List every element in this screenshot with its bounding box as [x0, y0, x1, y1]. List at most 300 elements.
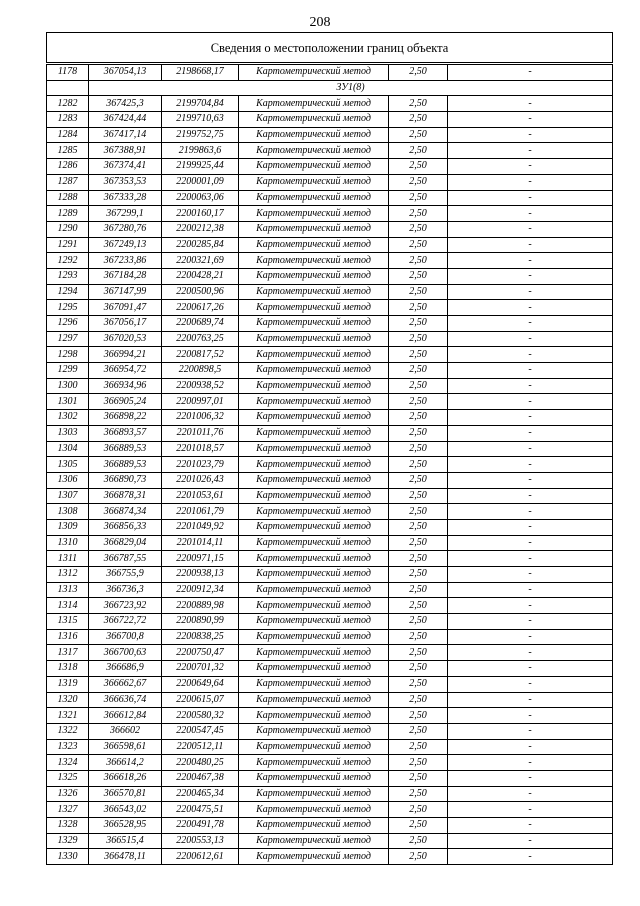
point-number-cell: 1305 [47, 457, 89, 473]
accuracy-cell: 2,50 [389, 849, 448, 865]
method-cell: Картометрический метод [239, 567, 389, 583]
point-number-cell: 1304 [47, 441, 89, 457]
point-number-cell: 1290 [47, 221, 89, 237]
x-coordinate-cell: 367299,1 [89, 206, 162, 222]
y-coordinate-cell: 2200547,45 [162, 723, 239, 739]
table-row [47, 143, 613, 159]
y-coordinate-cell: 2200701,32 [162, 661, 239, 677]
point-number-cell: 1302 [47, 410, 89, 426]
point-number-cell: 1296 [47, 316, 89, 332]
method-cell: Картометрический метод [239, 770, 389, 786]
accuracy-cell: 2,50 [389, 472, 448, 488]
method-cell: Картометрический метод [239, 143, 389, 159]
method-cell: Картометрический метод [239, 692, 389, 708]
accuracy-cell: 2,50 [389, 833, 448, 849]
method-cell: Картометрический метод [239, 488, 389, 504]
table-row [47, 723, 613, 739]
x-coordinate-cell: 367425,3 [89, 96, 162, 112]
y-coordinate-cell: 2199925,44 [162, 159, 239, 175]
description-cell: - [448, 394, 613, 410]
description-cell: - [448, 535, 613, 551]
y-coordinate-cell: 2200480,25 [162, 755, 239, 771]
table-row [47, 645, 613, 661]
method-cell: Картометрический метод [239, 614, 389, 630]
description-cell: - [448, 629, 613, 645]
method-cell: Картометрический метод [239, 206, 389, 222]
table-row [47, 770, 613, 786]
method-cell: Картометрический метод [239, 190, 389, 206]
accuracy-cell: 2,50 [389, 786, 448, 802]
accuracy-cell: 2,50 [389, 112, 448, 128]
accuracy-cell: 2,50 [389, 614, 448, 630]
point-number-cell: 1325 [47, 770, 89, 786]
description-cell: - [448, 786, 613, 802]
method-cell: Картометрический метод [239, 284, 389, 300]
x-coordinate-cell: 367388,91 [89, 143, 162, 159]
description-cell: - [448, 206, 613, 222]
section-row [47, 80, 613, 96]
x-coordinate-cell: 366856,33 [89, 519, 162, 535]
description-cell: - [448, 770, 613, 786]
accuracy-cell: 2,50 [389, 143, 448, 159]
description-cell: - [448, 645, 613, 661]
description-cell: - [448, 519, 613, 535]
point-number-cell: 1313 [47, 582, 89, 598]
method-cell: Картометрический метод [239, 127, 389, 143]
point-number-cell: 1297 [47, 331, 89, 347]
method-cell: Картометрический метод [239, 708, 389, 724]
accuracy-cell: 2,50 [389, 457, 448, 473]
description-cell: - [448, 676, 613, 692]
point-number-cell: 1291 [47, 237, 89, 253]
x-coordinate-cell: 367020,53 [89, 331, 162, 347]
point-number-cell: 1328 [47, 818, 89, 834]
method-cell: Картометрический метод [239, 394, 389, 410]
method-cell: Картометрический метод [239, 519, 389, 535]
method-cell: Картометрический метод [239, 504, 389, 520]
description-cell: - [448, 159, 613, 175]
y-coordinate-cell: 2200971,15 [162, 551, 239, 567]
x-coordinate-cell: 366543,02 [89, 802, 162, 818]
y-coordinate-cell: 2200750,47 [162, 645, 239, 661]
point-number-cell: 1316 [47, 629, 89, 645]
description-cell: - [448, 802, 613, 818]
y-coordinate-cell: 2200689,74 [162, 316, 239, 332]
x-coordinate-cell: 367353,53 [89, 174, 162, 190]
x-coordinate-cell: 366829,04 [89, 535, 162, 551]
y-coordinate-cell: 2201014,11 [162, 535, 239, 551]
x-coordinate-cell: 367184,28 [89, 268, 162, 284]
description-cell: - [448, 410, 613, 426]
method-cell: Картометрический метод [239, 472, 389, 488]
page-number: 208 [309, 15, 331, 30]
description-cell: - [448, 253, 613, 269]
method-cell: Картометрический метод [239, 268, 389, 284]
description-cell: - [448, 174, 613, 190]
table-row [47, 708, 613, 724]
accuracy-cell: 2,50 [389, 504, 448, 520]
x-coordinate-cell: 367056,17 [89, 316, 162, 332]
point-number-cell: 1289 [47, 206, 89, 222]
accuracy-cell: 2,50 [389, 159, 448, 175]
table-row [47, 488, 613, 504]
point-number-cell: 1298 [47, 347, 89, 363]
x-coordinate-cell: 366636,74 [89, 692, 162, 708]
x-coordinate-cell: 366889,53 [89, 457, 162, 473]
y-coordinate-cell: 2201023,79 [162, 457, 239, 473]
x-coordinate-cell: 367280,76 [89, 221, 162, 237]
method-cell: Картометрический метод [239, 253, 389, 269]
point-number-cell: 1299 [47, 363, 89, 379]
description-cell: - [448, 331, 613, 347]
table-row [47, 174, 613, 190]
point-number-cell: 1323 [47, 739, 89, 755]
accuracy-cell: 2,50 [389, 284, 448, 300]
table-row [47, 849, 613, 865]
method-cell: Картометрический метод [239, 112, 389, 128]
y-coordinate-cell: 2201006,32 [162, 410, 239, 426]
x-coordinate-cell: 366528,95 [89, 818, 162, 834]
boundary-coordinates-table [46, 32, 613, 865]
accuracy-cell: 2,50 [389, 425, 448, 441]
accuracy-cell: 2,50 [389, 582, 448, 598]
method-cell: Картометрический метод [239, 64, 389, 81]
method-cell: Картометрический метод [239, 802, 389, 818]
table-row [47, 206, 613, 222]
point-number-cell: 1311 [47, 551, 89, 567]
accuracy-cell: 2,50 [389, 661, 448, 677]
point-number-cell: 1312 [47, 567, 89, 583]
description-cell: - [448, 284, 613, 300]
description-cell: - [448, 300, 613, 316]
description-cell: - [448, 457, 613, 473]
table-row [47, 519, 613, 535]
table-row [47, 268, 613, 284]
method-cell: Картометрический метод [239, 833, 389, 849]
description-cell: - [448, 755, 613, 771]
y-coordinate-cell: 2200938,13 [162, 567, 239, 583]
y-coordinate-cell: 2200612,61 [162, 849, 239, 865]
table-row [47, 159, 613, 175]
description-cell: - [448, 692, 613, 708]
table-header: Сведения о местоположении границ объекта [47, 33, 613, 64]
accuracy-cell: 2,50 [389, 441, 448, 457]
x-coordinate-cell: 367333,28 [89, 190, 162, 206]
y-coordinate-cell: 2200889,98 [162, 598, 239, 614]
description-cell: - [448, 739, 613, 755]
point-number-cell: 1294 [47, 284, 89, 300]
table-row [47, 802, 613, 818]
y-coordinate-cell: 2200912,34 [162, 582, 239, 598]
accuracy-cell: 2,50 [389, 676, 448, 692]
table-row [47, 253, 613, 269]
point-number-cell: 1284 [47, 127, 89, 143]
accuracy-cell: 2,50 [389, 331, 448, 347]
x-coordinate-cell: 366614,2 [89, 755, 162, 771]
description-cell: - [448, 363, 613, 379]
point-number-cell: 1287 [47, 174, 89, 190]
y-coordinate-cell: 2200285,84 [162, 237, 239, 253]
x-coordinate-cell: 366954,72 [89, 363, 162, 379]
point-number-cell: 1322 [47, 723, 89, 739]
accuracy-cell: 2,50 [389, 253, 448, 269]
accuracy-cell: 2,50 [389, 268, 448, 284]
y-coordinate-cell: 2200500,96 [162, 284, 239, 300]
x-coordinate-cell: 367233,86 [89, 253, 162, 269]
y-coordinate-cell: 2200898,5 [162, 363, 239, 379]
table-row [47, 394, 613, 410]
method-cell: Картометрический метод [239, 378, 389, 394]
y-coordinate-cell: 2200475,51 [162, 802, 239, 818]
table-row [47, 629, 613, 645]
accuracy-cell: 2,50 [389, 723, 448, 739]
table-row [47, 676, 613, 692]
point-number-cell: 1295 [47, 300, 89, 316]
method-cell: Картометрический метод [239, 723, 389, 739]
table-row [47, 300, 613, 316]
table-row [47, 96, 613, 112]
x-coordinate-cell: 366700,8 [89, 629, 162, 645]
method-cell: Картометрический метод [239, 739, 389, 755]
point-number-cell: 1318 [47, 661, 89, 677]
accuracy-cell: 2,50 [389, 316, 448, 332]
accuracy-cell: 2,50 [389, 598, 448, 614]
point-number-cell: 1326 [47, 786, 89, 802]
y-coordinate-cell: 2200467,38 [162, 770, 239, 786]
y-coordinate-cell: 2200890,99 [162, 614, 239, 630]
y-coordinate-cell: 2201018,57 [162, 441, 239, 457]
table-row [47, 425, 613, 441]
method-cell: Картометрический метод [239, 363, 389, 379]
x-coordinate-cell: 366890,73 [89, 472, 162, 488]
point-number-cell: 1324 [47, 755, 89, 771]
accuracy-cell: 2,50 [389, 237, 448, 253]
method-cell: Картометрический метод [239, 598, 389, 614]
x-coordinate-cell: 366722,72 [89, 614, 162, 630]
description-cell: - [448, 661, 613, 677]
table-row [47, 504, 613, 520]
table-row [47, 582, 613, 598]
accuracy-cell: 2,50 [389, 802, 448, 818]
point-number-cell: 1301 [47, 394, 89, 410]
point-number-cell: 1293 [47, 268, 89, 284]
description-cell: - [448, 378, 613, 394]
description-cell: - [448, 347, 613, 363]
x-coordinate-cell: 367417,14 [89, 127, 162, 143]
table-row [47, 331, 613, 347]
y-coordinate-cell: 2200763,25 [162, 331, 239, 347]
x-coordinate-cell: 366889,53 [89, 441, 162, 457]
accuracy-cell: 2,50 [389, 535, 448, 551]
accuracy-cell: 2,50 [389, 551, 448, 567]
x-coordinate-cell: 366787,55 [89, 551, 162, 567]
method-cell: Картометрический метод [239, 551, 389, 567]
y-coordinate-cell: 2200321,69 [162, 253, 239, 269]
y-coordinate-cell: 2200617,26 [162, 300, 239, 316]
accuracy-cell: 2,50 [389, 64, 448, 81]
method-cell: Картометрический метод [239, 582, 389, 598]
table-row [47, 551, 613, 567]
y-coordinate-cell: 2200465,34 [162, 786, 239, 802]
method-cell: Картометрический метод [239, 410, 389, 426]
table-row [47, 410, 613, 426]
method-cell: Картометрический метод [239, 300, 389, 316]
table-row [47, 739, 613, 755]
method-cell: Картометрический метод [239, 661, 389, 677]
y-coordinate-cell: 2200001,09 [162, 174, 239, 190]
description-cell: - [448, 567, 613, 583]
table-row [47, 567, 613, 583]
accuracy-cell: 2,50 [389, 739, 448, 755]
y-coordinate-cell: 2200160,17 [162, 206, 239, 222]
accuracy-cell: 2,50 [389, 488, 448, 504]
y-coordinate-cell: 2199752,75 [162, 127, 239, 143]
table-row [47, 284, 613, 300]
method-cell: Картометрический метод [239, 535, 389, 551]
section-blank-cell [47, 80, 89, 96]
y-coordinate-cell: 2200938,52 [162, 378, 239, 394]
description-cell: - [448, 708, 613, 724]
x-coordinate-cell: 366893,57 [89, 425, 162, 441]
table-row [47, 378, 613, 394]
table-row [47, 755, 613, 771]
y-coordinate-cell: 2201053,61 [162, 488, 239, 504]
method-cell: Картометрический метод [239, 786, 389, 802]
description-cell: - [448, 268, 613, 284]
method-cell: Картометрический метод [239, 331, 389, 347]
point-number-cell: 1300 [47, 378, 89, 394]
x-coordinate-cell: 366515,4 [89, 833, 162, 849]
table-row [47, 221, 613, 237]
method-cell: Картометрический метод [239, 755, 389, 771]
description-cell: - [448, 64, 613, 81]
point-number-cell: 1329 [47, 833, 89, 849]
method-cell: Картометрический метод [239, 96, 389, 112]
method-cell: Картометрический метод [239, 425, 389, 441]
accuracy-cell: 2,50 [389, 770, 448, 786]
accuracy-cell: 2,50 [389, 190, 448, 206]
y-coordinate-cell: 2201061,79 [162, 504, 239, 520]
description-cell: - [448, 425, 613, 441]
point-number-cell: 1306 [47, 472, 89, 488]
description-cell: - [448, 472, 613, 488]
table-row [47, 237, 613, 253]
y-coordinate-cell: 2201049,92 [162, 519, 239, 535]
table-row [47, 64, 613, 81]
x-coordinate-cell: 366723,92 [89, 598, 162, 614]
y-coordinate-cell: 2199710,63 [162, 112, 239, 128]
accuracy-cell: 2,50 [389, 378, 448, 394]
point-number-cell: 1307 [47, 488, 89, 504]
y-coordinate-cell: 2200649,64 [162, 676, 239, 692]
accuracy-cell: 2,50 [389, 174, 448, 190]
table-row [47, 457, 613, 473]
accuracy-cell: 2,50 [389, 818, 448, 834]
y-coordinate-cell: 2200212,38 [162, 221, 239, 237]
accuracy-cell: 2,50 [389, 755, 448, 771]
point-number-cell: 1178 [47, 64, 89, 81]
x-coordinate-cell: 366478,11 [89, 849, 162, 865]
table-row [47, 347, 613, 363]
table-row [47, 363, 613, 379]
point-number-cell: 1320 [47, 692, 89, 708]
accuracy-cell: 2,50 [389, 221, 448, 237]
y-coordinate-cell: 2200615,07 [162, 692, 239, 708]
x-coordinate-cell: 366700,63 [89, 645, 162, 661]
description-cell: - [448, 143, 613, 159]
x-coordinate-cell: 366570,81 [89, 786, 162, 802]
accuracy-cell: 2,50 [389, 629, 448, 645]
accuracy-cell: 2,50 [389, 347, 448, 363]
accuracy-cell: 2,50 [389, 410, 448, 426]
method-cell: Картометрический метод [239, 676, 389, 692]
description-cell: - [448, 441, 613, 457]
method-cell: Картометрический метод [239, 347, 389, 363]
accuracy-cell: 2,50 [389, 692, 448, 708]
accuracy-cell: 2,50 [389, 206, 448, 222]
point-number-cell: 1283 [47, 112, 89, 128]
point-number-cell: 1330 [47, 849, 89, 865]
table-row [47, 661, 613, 677]
accuracy-cell: 2,50 [389, 519, 448, 535]
point-number-cell: 1315 [47, 614, 89, 630]
x-coordinate-cell: 367374,41 [89, 159, 162, 175]
point-number-cell: 1286 [47, 159, 89, 175]
description-cell: - [448, 112, 613, 128]
y-coordinate-cell: 2198668,17 [162, 64, 239, 81]
table-header-row [47, 33, 613, 64]
description-cell: - [448, 833, 613, 849]
description-cell: - [448, 551, 613, 567]
y-coordinate-cell: 2200997,01 [162, 394, 239, 410]
point-number-cell: 1308 [47, 504, 89, 520]
x-coordinate-cell: 366612,84 [89, 708, 162, 724]
table-row [47, 190, 613, 206]
x-coordinate-cell: 366934,96 [89, 378, 162, 394]
method-cell: Картометрический метод [239, 645, 389, 661]
description-cell: - [448, 723, 613, 739]
description-cell: - [448, 849, 613, 865]
table-row [47, 614, 613, 630]
method-cell: Картометрический метод [239, 174, 389, 190]
section-label: ЗУ1(8) [89, 80, 613, 96]
table-row [47, 692, 613, 708]
y-coordinate-cell: 2200491,78 [162, 818, 239, 834]
table-row [47, 127, 613, 143]
method-cell: Картометрический метод [239, 159, 389, 175]
x-coordinate-cell: 367249,13 [89, 237, 162, 253]
method-cell: Картометрический метод [239, 237, 389, 253]
y-coordinate-cell: 2200512,11 [162, 739, 239, 755]
table-row [47, 833, 613, 849]
description-cell: - [448, 818, 613, 834]
x-coordinate-cell: 366905,24 [89, 394, 162, 410]
y-coordinate-cell: 2201026,43 [162, 472, 239, 488]
description-cell: - [448, 488, 613, 504]
x-coordinate-cell: 366602 [89, 723, 162, 739]
method-cell: Картометрический метод [239, 849, 389, 865]
method-cell: Картометрический метод [239, 221, 389, 237]
accuracy-cell: 2,50 [389, 300, 448, 316]
table-row [47, 316, 613, 332]
table-row [47, 441, 613, 457]
y-coordinate-cell: 2200817,52 [162, 347, 239, 363]
x-coordinate-cell: 366874,34 [89, 504, 162, 520]
point-number-cell: 1314 [47, 598, 89, 614]
point-number-cell: 1292 [47, 253, 89, 269]
point-number-cell: 1303 [47, 425, 89, 441]
point-number-cell: 1321 [47, 708, 89, 724]
